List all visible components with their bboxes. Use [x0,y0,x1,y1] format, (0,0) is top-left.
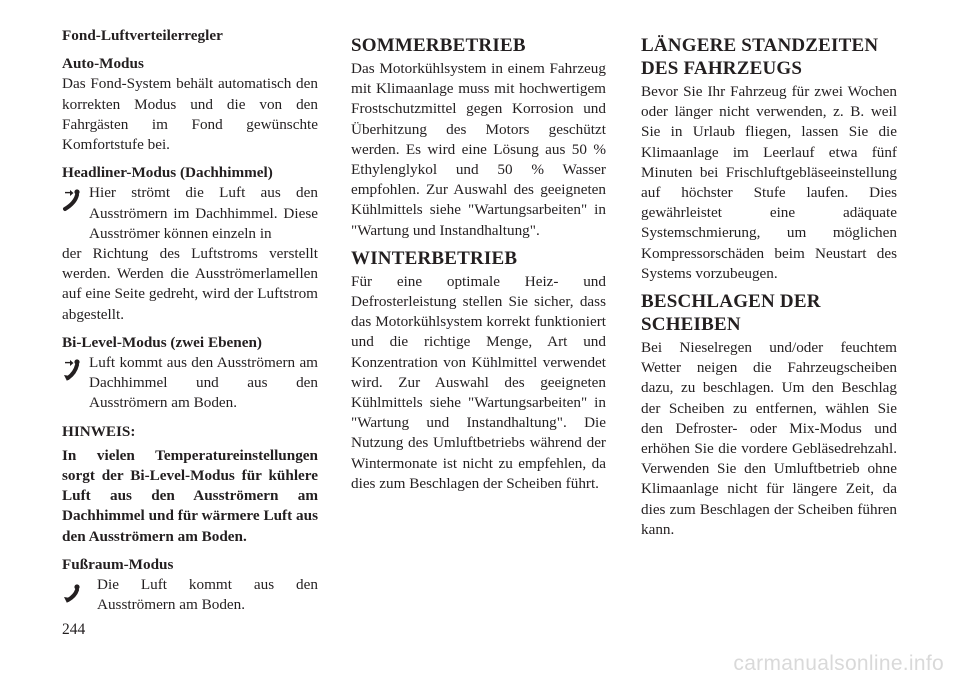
bilevel-mode-icon [62,359,82,383]
watermark: carmanualsonline.info [733,652,944,675]
column-left [62,26,318,615]
note-title: HINWEIS: [62,422,136,440]
section-title: Fond-Luftverteilerregler [62,27,223,44]
storage-heading-line1: LÄNGERE STANDZEITEN [641,35,879,56]
fogging-heading [641,290,897,336]
floor-mode-text: Die Luft kommt aus den Ausströmern am Boden. [97,576,318,614]
winter-text: Für eine optimale Heiz- und Defrosterleistung stellen Sie sicher, dass das Motorkühlsystem korrekt funktioniert und die richtige Menge, Art und Konzentration von Kühlmittel verwendet wird. Zur Auswahl des geeigneten Kühlmittels siehe "Wartungsarbeiten" in "Wartung und Instandhaltung". Die Nutzung des Umluftbetriebs während der Wintermonate ist nicht zu empfehlen, da dies zum Beschlagen der Scheiben führt. [351,272,606,492]
headliner-mode-block [62,183,318,324]
column-right [641,26,897,540]
note-text: In vielen Temperatureinstellungen sorgt der Bi-Level-Modus für kühlere Luft aus den Ausströmern am Dachhimmel und für wärmere Luft aus den Ausströmern am Boden. [62,446,318,545]
bilevel-mode-block [62,353,318,414]
storage-text: Bevor Sie Ihr Fahrzeug für zwei Wochen oder länger nicht verwenden, z. B. weil Sie in Urlaub fliegen, lassen Sie die Klimaanlage im Leerlauf etwa fünf Minuten bei Frischluftgebläseeinstellung auf höchster Stufe laufen. Dies gewährleistet eine adäquate Systemschmierung, um möglichen Kompressorschäden beim Neustart des Systems vorzubeugen. [641,83,897,282]
winter-heading: WINTERBETRIEB [351,247,518,269]
column-middle [351,26,606,494]
headliner-mode-icon [62,189,82,213]
fogging-text: Bei Nieselregen und/oder feuchtem Wetter neigen die Fahrzeugscheiben dazu, zu beschlagen. Um den Beschlag der Scheiben zu entfernen, wählen Sie den Defroster- oder Mix-Modus und erhöhen Sie die vordere Gebläsedrehzahl. Verwenden Sie den Umluftbetrieb ohne Klimaanlage nicht für längere Zeit, da dies zum Beschlagen der Scheiben führen kann. [641,339,897,538]
headliner-mode-text: Hier strömt die Luft aus den Ausströmern im Dachhimmel. Diese Ausströmer können einzeln in [89,184,318,242]
bilevel-mode-title: Bi-Level-Modus (zwei Ebenen) [62,333,262,351]
summer-text: Das Motorkühlsystem in einem Fahrzeug mit Klimaanlage muss mit hochwertigem Frostschutzmittel gegen Korrosion und Überhitzung des Motors geschützt werden. Es wird eine Lösung aus 50 % Ethylenglykol und 50 % Wasser empfohlen. Zur Auswahl des geeigneten Kühlmittels siehe "Wartungsarbeiten" in "Wartung und Instandhaltung". [351,60,606,239]
fogging-heading-line2: SCHEIBEN [641,314,741,336]
floor-mode-title: Fußraum-Modus [62,555,174,573]
floor-mode-block [62,575,318,615]
page-number: 244 [62,621,86,638]
headliner-mode-text-cont: der Richtung des Luftstroms verstellt werden. Werden die Ausströmerlamellen auf eine Seite gedreht, wird der Luftstrom abgestellt. [62,245,318,323]
floor-mode-icon [62,581,82,605]
summer-heading: SOMMERBETRIEB [351,35,526,56]
auto-mode-title: Auto-Modus [62,55,144,73]
headliner-mode-title: Headliner-Modus (Dachhimmel) [62,164,273,182]
storage-heading [641,34,897,80]
auto-mode-text: Das Fond-System behält automatisch den korrekten Modus und die von den Fahrgästen im Fond gewünschte Komfortstufe bei. [62,75,318,154]
storage-heading-line2: DES FAHRZEUGS [641,58,803,79]
bilevel-mode-text: Luft kommt aus den Ausströmern am Dachhimmel und aus den Ausströmern am Boden. [89,354,318,412]
fogging-heading-line1: BESCHLAGEN DER [641,291,821,313]
